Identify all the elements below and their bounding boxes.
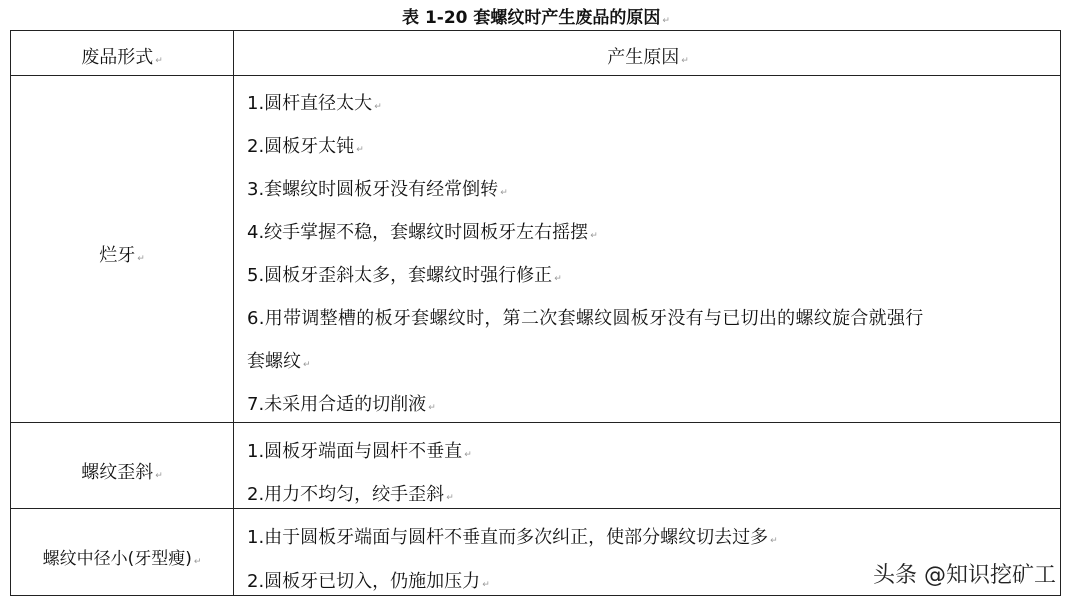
cause-item: 4.绞手掌握不稳，套螺纹时圆板牙左右摇摆 ↵ xyxy=(247,218,598,244)
row-divider xyxy=(11,75,1060,76)
cause-item: 2.圆板牙太钝 ↵ xyxy=(247,132,364,158)
cause-item: 3.套螺纹时圆板牙没有经常倒转 ↵ xyxy=(247,175,508,201)
scrap-form: 螺纹歪斜 ↵ xyxy=(81,462,163,483)
watermark: 头条 @知识挖矿工 xyxy=(873,563,1056,588)
scrap-causes-table xyxy=(10,30,1061,596)
cause-item: 1.圆杆直径太大 ↵ xyxy=(247,89,382,115)
cause-item: 6.用带调整槽的板牙套螺纹时，第二次套螺纹圆板牙没有与已切出的螺纹旋合就强行 xyxy=(247,308,924,329)
cause-item-continued: 套螺纹 ↵ xyxy=(247,347,311,373)
cause-item: 5.圆板牙歪斜太多，套螺纹时强行修正 ↵ xyxy=(247,261,562,287)
cause-item: 1.由于圆板牙端面与圆杆不垂直而多次纠正，使部分螺纹切去过多 ↵ xyxy=(247,523,778,549)
scrap-form: 螺纹中径小(牙型瘦) ↵ xyxy=(43,549,202,569)
table-title: 表 1-20 套螺纹时产生废品的原因 ↵ xyxy=(0,3,1072,28)
cause-item: 2.用力不均匀，绞手歪斜 ↵ xyxy=(247,480,454,506)
header-cause: 产生原因 ↵ xyxy=(607,47,689,68)
cause-item: 2.圆板牙已切入，仍施加压力 ↵ xyxy=(247,567,490,593)
scrap-form: 烂牙 ↵ xyxy=(99,245,145,266)
row-divider xyxy=(11,422,1060,423)
header-scrap-form: 废品形式 ↵ xyxy=(81,47,163,68)
cause-item: 7.未采用合适的切削液 ↵ xyxy=(247,390,436,416)
row-divider xyxy=(11,508,1060,509)
cause-item: 1.圆板牙端面与圆杆不垂直 ↵ xyxy=(247,437,472,463)
column-divider xyxy=(233,31,234,595)
